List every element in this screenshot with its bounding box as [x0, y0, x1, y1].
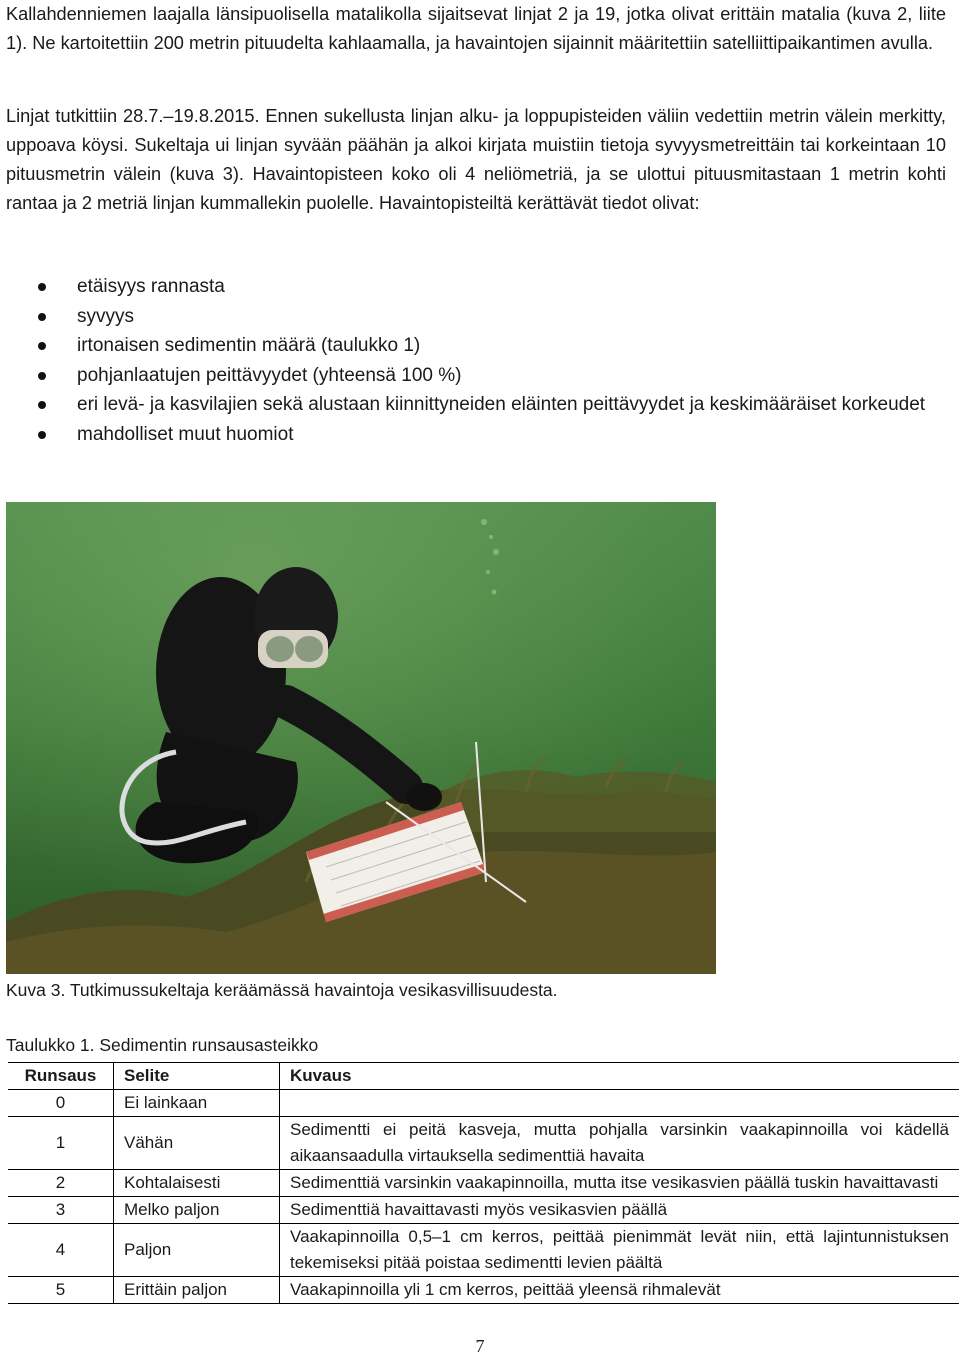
list-item: syvyys [0, 302, 950, 332]
cell-kuvaus: Vaakapinnoilla yli 1 cm kerros, peittää yleensä rihmalevät [280, 1277, 960, 1304]
cell-selite: Kohtalaisesti [114, 1170, 280, 1197]
cell-kuvaus: Sedimenttiä varsinkin vaakapinnoilla, mutta itse vesikasvien päällä tuskin havaittavasti [280, 1170, 960, 1197]
cell-kuvaus: Sedimentti ei peitä kasveja, mutta pohjalla varsinkin vaakapinnoilla voi kädellä aikaansaadulla virtauksella sedimenttiä havaita [280, 1117, 960, 1170]
method-paragraph: Linjat tutkittiin 28.7.–19.8.2015. Ennen sukellusta linjan alku- ja loppupisteiden väliin vedettiin metrin välein merkitty, uppoava köysi. Sukeltaja ui linjan syvään päähän ja alkoi kirjata muistiin tietoja syvyysmetreittäin tai korkeintaan 10 pituusmetrin välein (kuva 3). Havaintopisteen koko oli 4 neliömetriä, ja se ulottui pituusmitastaan 1 metrin kohti rantaa ja 2 metriä linjan kummallekin puolelle. Havaintopisteiltä kerättävät tiedot olivat: [6, 106, 946, 213]
cell-selite: Paljon [114, 1224, 280, 1277]
page-number: 7 [475, 1336, 485, 1356]
cell-selite: Melko paljon [114, 1197, 280, 1224]
table-row [8, 1197, 959, 1224]
cell-kuvaus [280, 1090, 960, 1117]
bullet-icon [38, 401, 46, 409]
bullet-icon [38, 313, 46, 321]
bullet-icon [38, 431, 46, 439]
table-row [8, 1117, 959, 1170]
list-item: irtonaisen sedimentin määrä (taulukko 1) [0, 331, 950, 361]
data-collected-list [0, 272, 950, 450]
table-row [8, 1277, 959, 1304]
table-row [8, 1170, 959, 1197]
list-item: mahdolliset muut huomiot [0, 420, 950, 450]
bullet-icon [38, 372, 46, 380]
list-item: eri levä- ja kasvilajien sekä alustaan kiinnittyneiden eläinten peittävyydet ja keskimääräiset korkeudet [0, 390, 950, 420]
table-row [8, 1224, 959, 1277]
sediment-table [8, 1062, 959, 1304]
bullet-icon [38, 283, 46, 291]
list-item: pohjanlaatujen peittävyydet (yhteensä 100 %) [0, 361, 950, 391]
cell-selite: Erittäin paljon [114, 1277, 280, 1304]
cell-kuvaus: Sedimenttiä havaittavasti myös vesikasvien päällä [280, 1197, 960, 1224]
cell-runsaus: 3 [8, 1197, 114, 1224]
cell-runsaus: 1 [8, 1117, 114, 1170]
table-row [8, 1090, 959, 1117]
cell-kuvaus: Vaakapinnoilla 0,5–1 cm kerros, peittää pienimmät levät niin, että lajintunnistuksen tekemiseksi pitää poistaa sedimentti levien päältä [280, 1224, 960, 1277]
table-title: Taulukko 1. Sedimentin runsausasteikko [6, 1035, 319, 1055]
figure-caption: Kuva 3. Tutkimussukeltaja keräämässä havaintoja vesikasvillisuudesta. [6, 980, 558, 1000]
bullet-icon [38, 342, 46, 350]
intro-paragraph: Kallahdenniemen laajalla länsipuolisella matalikolla sijaitsevat linjat 2 ja 19, jotka olivat erittäin matalia (kuva 2, liite 1). Ne kartoitettiin 200 metrin pituudelta kahlaamalla, ja havaintojen sijainnit määritettiin satelliittipaikantimen avulla. [6, 4, 946, 53]
cell-runsaus: 5 [8, 1277, 114, 1304]
header-runsaus: Runsaus [8, 1063, 114, 1090]
cell-selite: Vähän [114, 1117, 280, 1170]
cell-runsaus: 2 [8, 1170, 114, 1197]
cell-runsaus: 0 [8, 1090, 114, 1117]
header-kuvaus: Kuvaus [280, 1063, 960, 1090]
cell-selite: Ei lainkaan [114, 1090, 280, 1117]
header-selite: Selite [114, 1063, 280, 1090]
cell-runsaus: 4 [8, 1224, 114, 1277]
table-header-row [8, 1063, 959, 1090]
list-item: etäisyys rannasta [0, 272, 950, 302]
diver-photo [6, 502, 716, 974]
